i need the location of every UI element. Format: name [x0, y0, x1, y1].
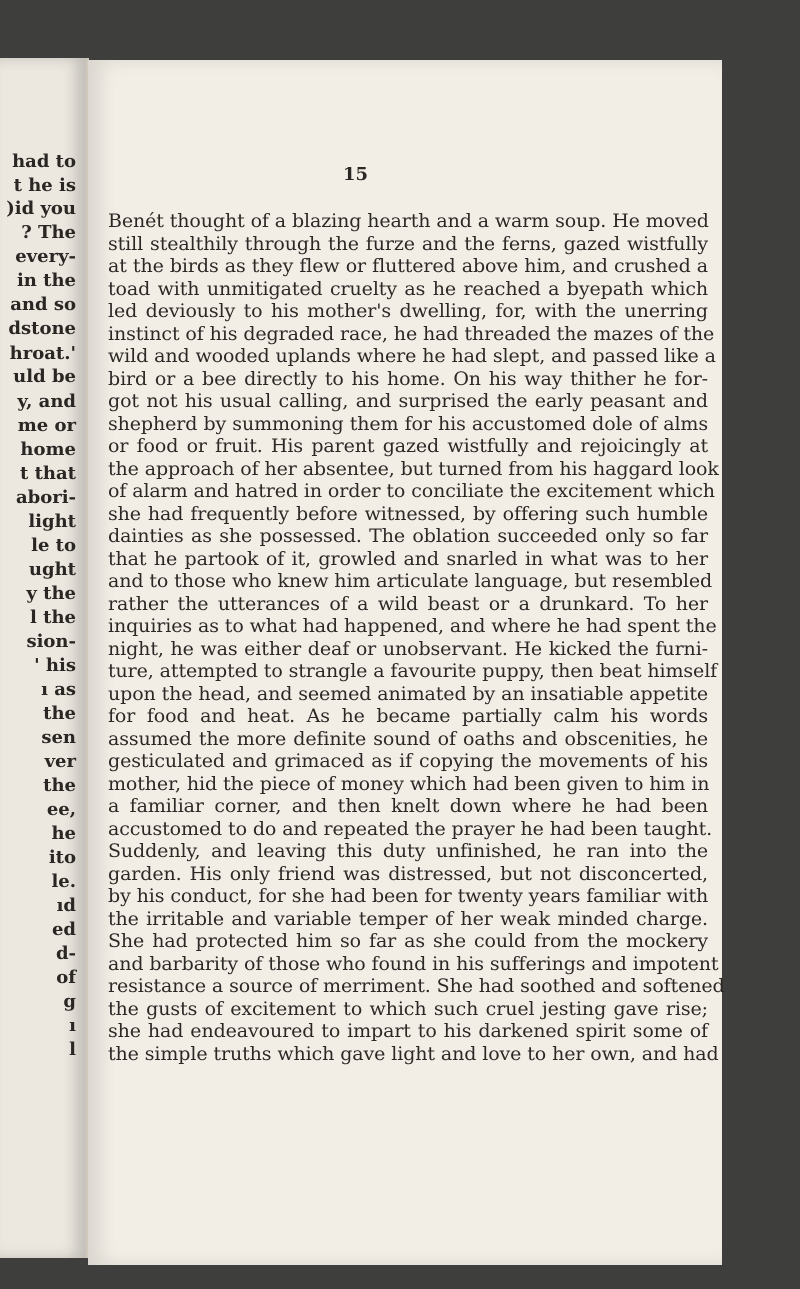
left-page-line: ı as [41, 679, 76, 700]
text-line: a familiar corner, and then knelt down where he had been [108, 795, 708, 817]
text-line: rather the utterances of a wild beast or a drunkard. To her [108, 592, 708, 615]
left-page-line: me or [17, 415, 76, 436]
left-page-line: ito [48, 847, 76, 868]
text-line: upon the head, and seemed animated by an insatiable appetite [108, 682, 708, 705]
left-page-line: ıd [56, 895, 76, 916]
left-page-line: ee, [46, 799, 76, 820]
left-page-line: ver [44, 751, 76, 772]
text-line: inquiries as to what had happened, and where he had spent the [108, 615, 717, 637]
right-page [88, 60, 725, 1265]
left-page-line: the [43, 703, 76, 724]
left-page-line: t he is [13, 175, 76, 196]
text-line: Suddenly, and leaving this duty unfinished, he ran into the [108, 840, 708, 862]
left-page-line: )id you [6, 198, 76, 219]
text-line: ture, attempted to strangle a favourite puppy, then beat himself [108, 660, 718, 682]
left-page-line: had to [12, 151, 76, 172]
text-line: led deviously to his mother's dwelling, for, with the unerring [108, 300, 708, 322]
left-page-line: t that [20, 463, 76, 484]
left-page-line: in the [16, 270, 76, 291]
text-line: the approach of her absentee, but turned from his haggard look [108, 457, 719, 480]
text-line: bird or a bee directly to his home. On his way thither he for- [108, 367, 708, 390]
left-page-line: and so [10, 294, 76, 315]
left-page-line: sen [41, 727, 76, 748]
left-page-line: ed [51, 919, 76, 940]
left-page-line: g [63, 991, 76, 1012]
text-line: accustomed to do and repeated the prayer he had been taught. [108, 817, 713, 840]
text-line: toad with unmitigated cruelty as he reached a byepath which [108, 277, 708, 300]
text-line: the irritable and variable temper of her weak minded charge. [108, 907, 708, 930]
text-line: resistance a source of merriment. She had soothed and softened [108, 975, 725, 997]
text-line: mother, hid the piece of money which had been given to him in [108, 772, 710, 795]
left-page-line: le to [31, 535, 76, 556]
left-page-line: of [56, 967, 76, 988]
page-number: 15 [343, 164, 369, 185]
left-page-line: every- [15, 246, 76, 267]
text-line: garden. His only friend was distressed, but not disconcerted, [108, 862, 708, 885]
text-line: instinct of his degraded race, he had threaded the mazes of the [108, 322, 715, 345]
left-page-line: he [51, 823, 76, 844]
left-page-fragment [0, 58, 89, 1258]
text-line: for food and heat. As he became partially calm his words [108, 705, 708, 727]
text-line: gesticulated and grimaced as if copying the movements of his [108, 750, 708, 772]
text-line: wild and wooded uplands where he had slept, and passed like a [108, 345, 716, 367]
left-page-line: le. [51, 871, 76, 892]
left-page-line: d- [55, 943, 76, 964]
text-line: still stealthily through the furze and the ferns, gazed wistfully [108, 232, 708, 255]
text-line: at the birds as they flew or fluttered above him, and crushed a [108, 255, 708, 277]
text-line: that he partook of it, growled and snarled in what was to her [108, 547, 708, 570]
text-line: or food or fruit. His parent gazed wistfully and rejoicingly at [108, 435, 708, 457]
body-text [108, 210, 725, 1065]
left-page-line: dstone [8, 318, 76, 339]
text-line: of alarm and hatred in order to conciliate the excitement which [108, 480, 715, 502]
text-line: the simple truths which gave light and love to her own, and had [108, 1042, 719, 1065]
left-page-line: ught [28, 559, 76, 580]
left-page-line: l [69, 1039, 76, 1060]
text-line: and to those who knew him articulate language, but resembled [108, 570, 713, 592]
left-page-line: uld be [13, 366, 76, 387]
text-line: she had frequently before witnessed, by offering such humble [108, 502, 708, 525]
left-page-line: the [43, 775, 76, 796]
text-line: night, he was either deaf or unobservant. He kicked the furni- [108, 637, 708, 660]
text-line: shepherd by summoning them for his accustomed dole of alms [108, 412, 708, 435]
left-page-line: hroat.' [9, 343, 76, 364]
left-page-line: ı [69, 1015, 76, 1036]
left-page-line: y the [26, 583, 76, 604]
left-page-line: ' his [34, 655, 76, 676]
left-page-line: ? The [21, 222, 76, 243]
text-line: She had protected him so far as she could from the mockery [108, 930, 708, 952]
text-line: dainties as she possessed. The oblation succeeded only so far [108, 525, 708, 547]
text-line: the gusts of excitement to which such cruel jesting gave rise; [108, 997, 708, 1020]
text-line: Benét thought of a blazing hearth and a warm soup. He moved [108, 210, 709, 232]
left-page-line: sion- [26, 631, 76, 652]
left-page-line: l the [30, 607, 76, 628]
text-line: she had endeavoured to impart to his darkened spirit some of [108, 1020, 708, 1042]
text-line: got not his usual calling, and surprised the early peasant and [108, 390, 708, 412]
left-page-line: y, and [17, 391, 76, 412]
text-line: and barbarity of those who found in his sufferings and impotent [108, 952, 719, 975]
text-line: assumed the more definite sound of oaths and obscenities, he [108, 727, 708, 750]
left-page-line: abori- [15, 487, 76, 508]
text-line: by his conduct, for she had been for twenty years familiar with [108, 885, 709, 907]
left-page-line: home [20, 439, 76, 460]
left-page-line: light [28, 511, 76, 532]
